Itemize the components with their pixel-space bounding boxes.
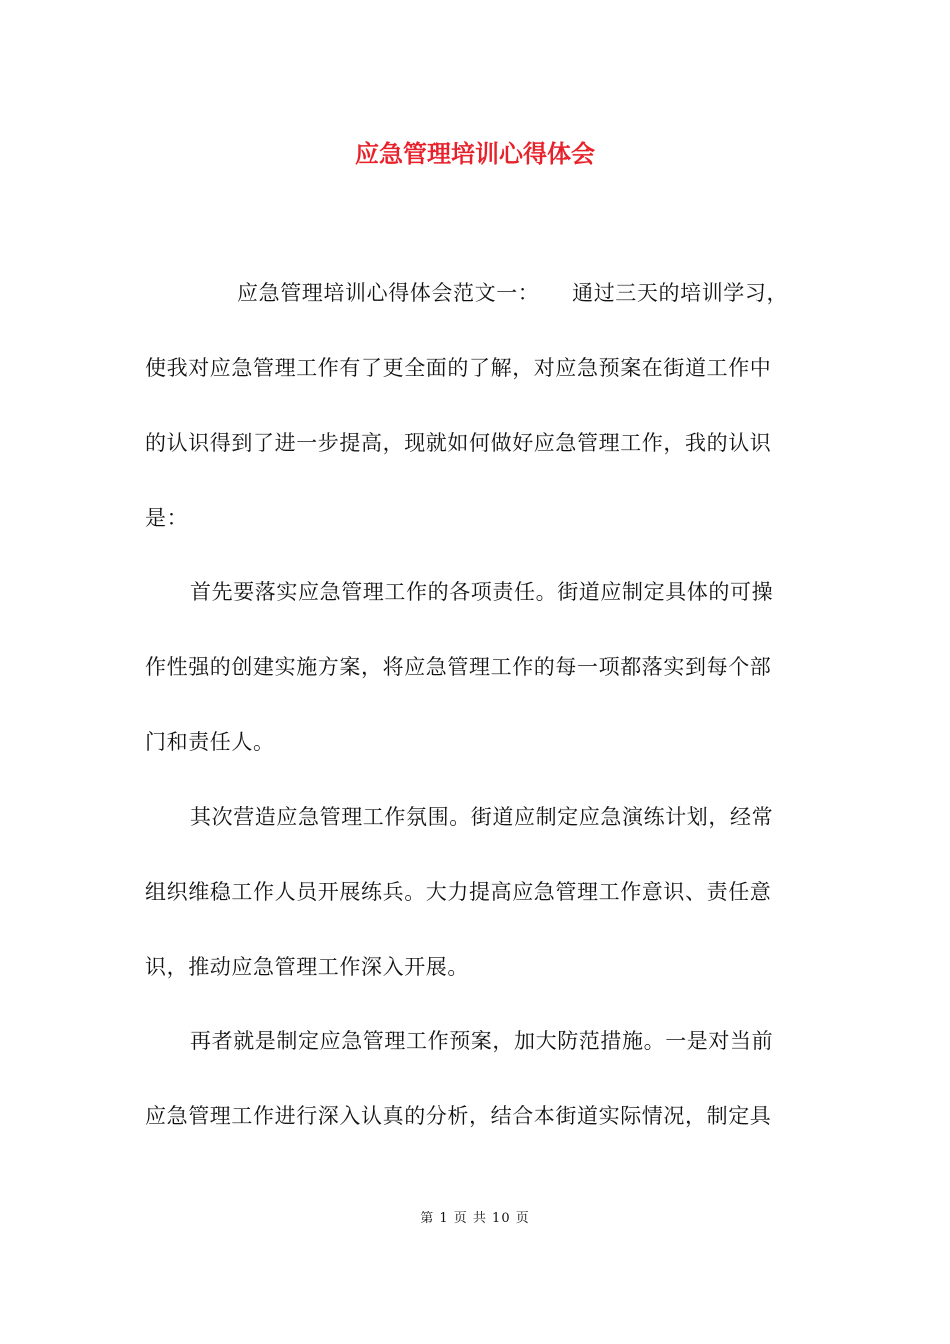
text-line: 使我对应急管理工作有了更全面的了解，对应急预案在街道工作中 [145,356,772,380]
text-line: 首先要落实应急管理工作的各项责任。街道应制定具体的可操 [190,580,774,604]
page-footer: 第 1 页 共 10 页 [420,1211,530,1226]
text-line: 作性强的创建实施方案，将应急管理工作的每一项都落实到每个部 [145,655,772,679]
text-line: 应急管理培训心得体会范文一： 通过三天的培训学习， [237,281,789,305]
text-line: 识，推动应急管理工作深入开展。 [145,955,469,979]
text-line: 其次营造应急管理工作氛围。街道应制定应急演练计划，经常 [190,805,774,829]
text-line: 的认识得到了进一步提高，现就如何做好应急管理工作，我的认识 [145,431,772,455]
document-title: 应急管理培训心得体会 [355,139,595,168]
text-line: 再者就是制定应急管理工作预案，加大防范措施。一是对当前 [190,1029,774,1053]
text-line: 组织维稳工作人员开展练兵。大力提高应急管理工作意识、责任意 [145,880,772,904]
text-line: 是： [145,506,189,530]
text-line: 应急管理工作进行深入认真的分析，结合本街道实际情况，制定具 [145,1104,772,1128]
text-line: 门和责任人。 [145,730,275,754]
